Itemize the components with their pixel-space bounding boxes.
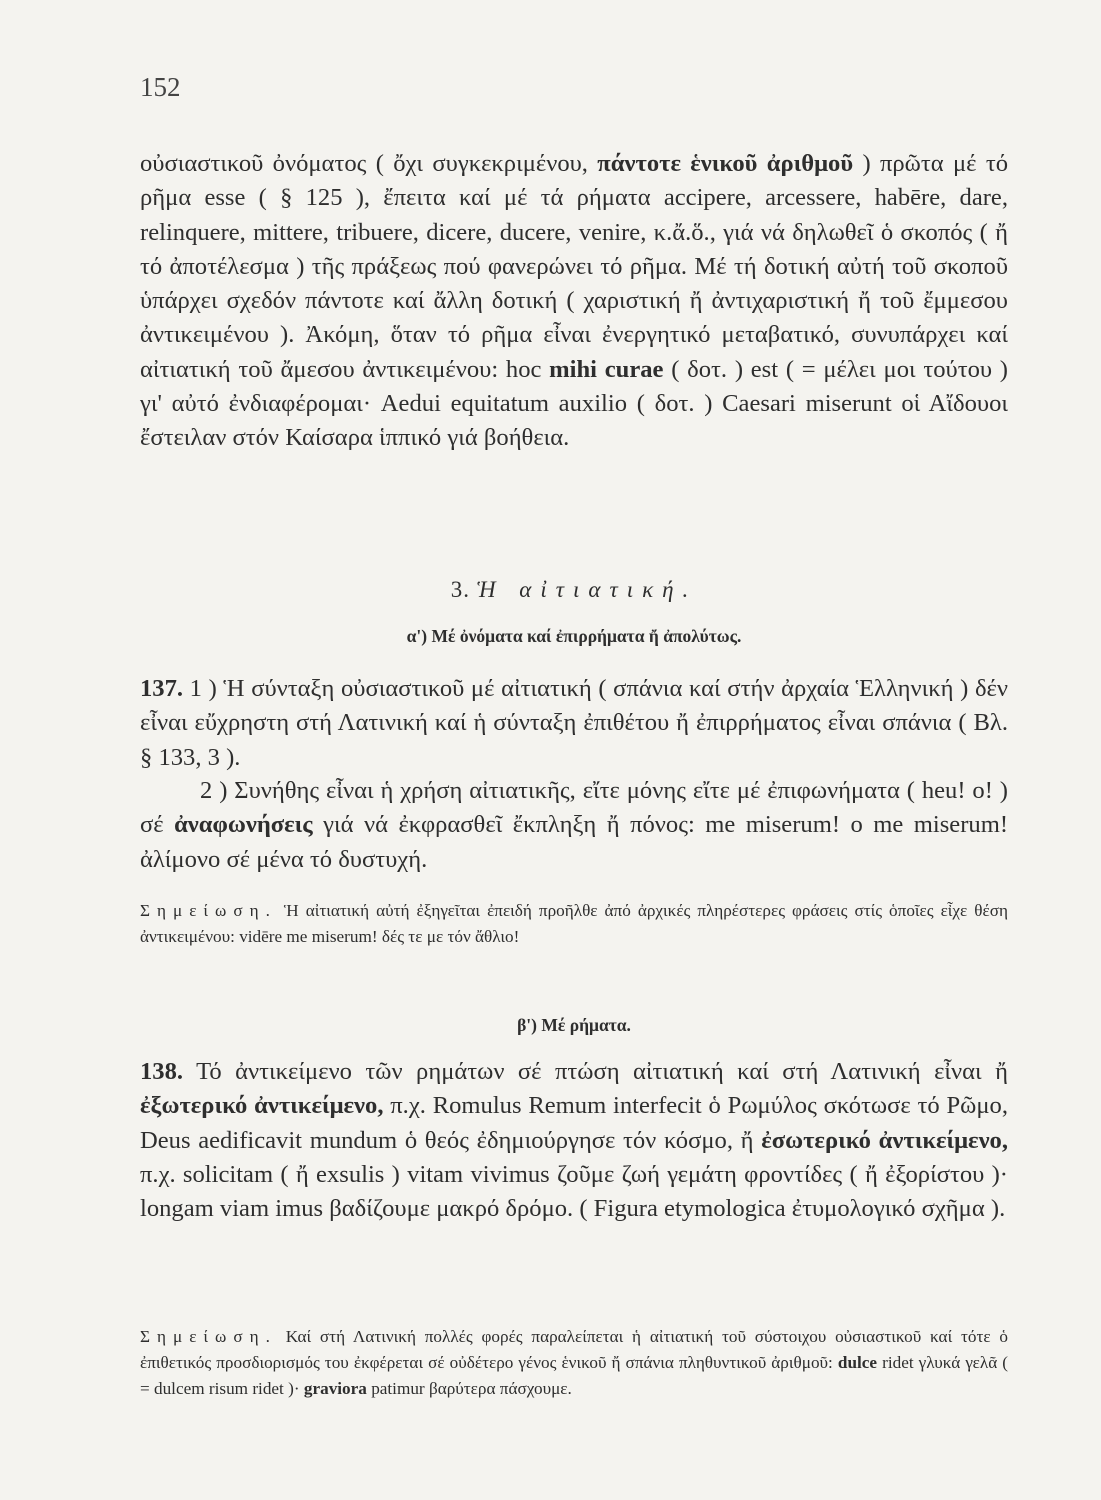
section-heading-accusative bbox=[140, 577, 1008, 603]
text: π.χ. Romulus Remum interfecit ὁ Ρωμύλος σκότωσε τό Ρῶμο, Deus aedificavit mundum ὁ θεός ἐδημιούργησε τόν κόσμο, ἤ bbox=[140, 1092, 1008, 1154]
bold-term: ἀναφωνήσεις bbox=[174, 811, 313, 839]
bold-example: mihi curae bbox=[549, 355, 664, 383]
note-137 bbox=[140, 898, 1008, 950]
section-137 bbox=[140, 672, 1008, 775]
text: π.χ. solicitam ( ἤ exsulis ) vitam vivimus ζοῦμε ζωή γεμάτη φροντίδες ( ἤ ἐξορίστου )· longam viam imus βαδίζουμε μακρό δρόμο. ( Figura etymologica ἐτυμολογικό σχῆμα ). bbox=[140, 1160, 1008, 1223]
heading-title: Ἡ αἰτιατική. bbox=[476, 577, 698, 602]
text: 2 ) Συνήθης εἶναι ἡ χρήση αἰτιατικῆς, εἴτε μόνης εἴτε μέ ἐπιφωνήματα ( heu! o! ) σέ bbox=[140, 777, 1008, 839]
text: Τό ἀντικείμενο τῶν ρημάτων σέ πτώση αἰτιατική καί στή Λατινική εἶναι ἤ bbox=[183, 1058, 1008, 1085]
paragraph-dative-purpose bbox=[140, 147, 1008, 456]
section-number: 138. bbox=[140, 1058, 184, 1085]
note-text: ridet γλυκά γελᾶ ( = dulcem risum ridet )· bbox=[140, 1352, 1008, 1398]
bold-term: ἐξωτερικό ἀντικείμενο, bbox=[140, 1092, 384, 1120]
text: ) πρῶτα μέ τό ρῆμα esse ( § 125 ), ἔπειτα καί μέ τά ρήματα accipere, arcessere, habēre, dare, relinquere, mittere, tribuere, dicere, ducere, venire, κ.ἄ.ὅ., γιά νά δηλωθεῖ ὁ σκοπός ( ἤ τό ἀποτέλεσμα ) τῆς πράξεως πού φανερώνει τό ρῆμα. Μέ τή δοτική αὐτή τοῦ σκοποῦ ὑπάρχει σχεδόν πάντοτε καί ἄλλη δοτική ( χαριστική ἤ ἀντιχαριστική ἤ τοῦ ἔμμεσου ἀντικειμένου ). Ἀκόμη, ὅταν τό ρῆμα εἶναι ἐνεργητικό μεταβατικό, συνυπάρχει καί αἰτιατική τοῦ ἄμεσου ἀντικειμένου: hoc bbox=[140, 150, 1009, 383]
bold-term: ἐσωτερικό ἀντικείμενο, bbox=[761, 1126, 1009, 1154]
text: οὐσιαστικοῦ ὀνόματος ( ὄχι συγκεκριμένου, bbox=[140, 150, 598, 177]
bold-example: dulce bbox=[837, 1352, 878, 1372]
subheading-b: β') Μέ ρήματα. bbox=[517, 1015, 631, 1035]
text: γιά νά ἐκφρασθεῖ ἔκπληξη ἤ πόνος: me miserum! o me miserum! ἀλίμονο σέ μένα τό δυστυχή. bbox=[140, 811, 1009, 873]
page-number: 152 bbox=[140, 72, 181, 102]
section-137-part-2 bbox=[140, 774, 1008, 877]
note-text: patimur βαρύτερα πάσχουμε. bbox=[366, 1378, 572, 1398]
note-138 bbox=[140, 1324, 1008, 1401]
bold-example: graviora bbox=[303, 1378, 367, 1398]
note-text: Ἡ αἰτιατική αὐτή ἐξηγεῖται ἐπειδή προῆλθε ἀπό ἀρχικές πληρέστερες φράσεις στίς ὁποῖες εἶχε θέση ἀντικειμένου: vidēre me miserum! δές τε με τόν ἄθλιο! bbox=[140, 901, 1008, 946]
note-label: Σημείωση. bbox=[140, 1327, 277, 1346]
heading-number: 3. bbox=[450, 577, 470, 602]
note-text: Καί στή Λατινική πολλές φορές παραλείπεται ἡ αἰτιατική τοῦ σύστοιχου οὐσιαστικοῦ καί τότε ὁ ἐπιθετικός προσδιορισμός του ἐκφέρεται σέ οὐδέτερο γένος ἑνικοῦ ἤ σπάνια πληθυντικοῦ ἀριθμοῦ: bbox=[140, 1327, 1008, 1372]
note-label: Σημείωση. bbox=[140, 901, 277, 920]
subheading-a: α') Μέ ὀνόματα καί ἐπιρρήματα ἤ ἀπολύτως. bbox=[406, 626, 742, 646]
bold-term: πάντοτε ἑνικοῦ ἀριθμοῦ bbox=[597, 150, 854, 177]
text: 1 ) Ἡ σύνταξη οὐσιαστικοῦ μέ αἰτιατική ( σπάνια καί στήν ἀρχαία Ἑλληνική ) δέν εἶναι εὔχρηστη στή Λατινική καί ἡ σύνταξη ἐπιθέτου ἤ ἐπιρρήματος εἶναι σπάνια ( Βλ. § 133, 3 ). bbox=[140, 675, 1008, 771]
text: ( δοτ. ) est ( = μέλει μοι τούτου ) γι' αὐτό ἐνδιαφέρομαι· Aedui equitatum auxilio ( δοτ. ) Caesari miserunt οἱ Αἴδουοι ἔστειλαν στόν Καίσαρα ἱππικό γιά βοήθεια. bbox=[140, 355, 1009, 452]
section-138 bbox=[140, 1055, 1008, 1226]
section-number: 137. bbox=[140, 675, 184, 702]
